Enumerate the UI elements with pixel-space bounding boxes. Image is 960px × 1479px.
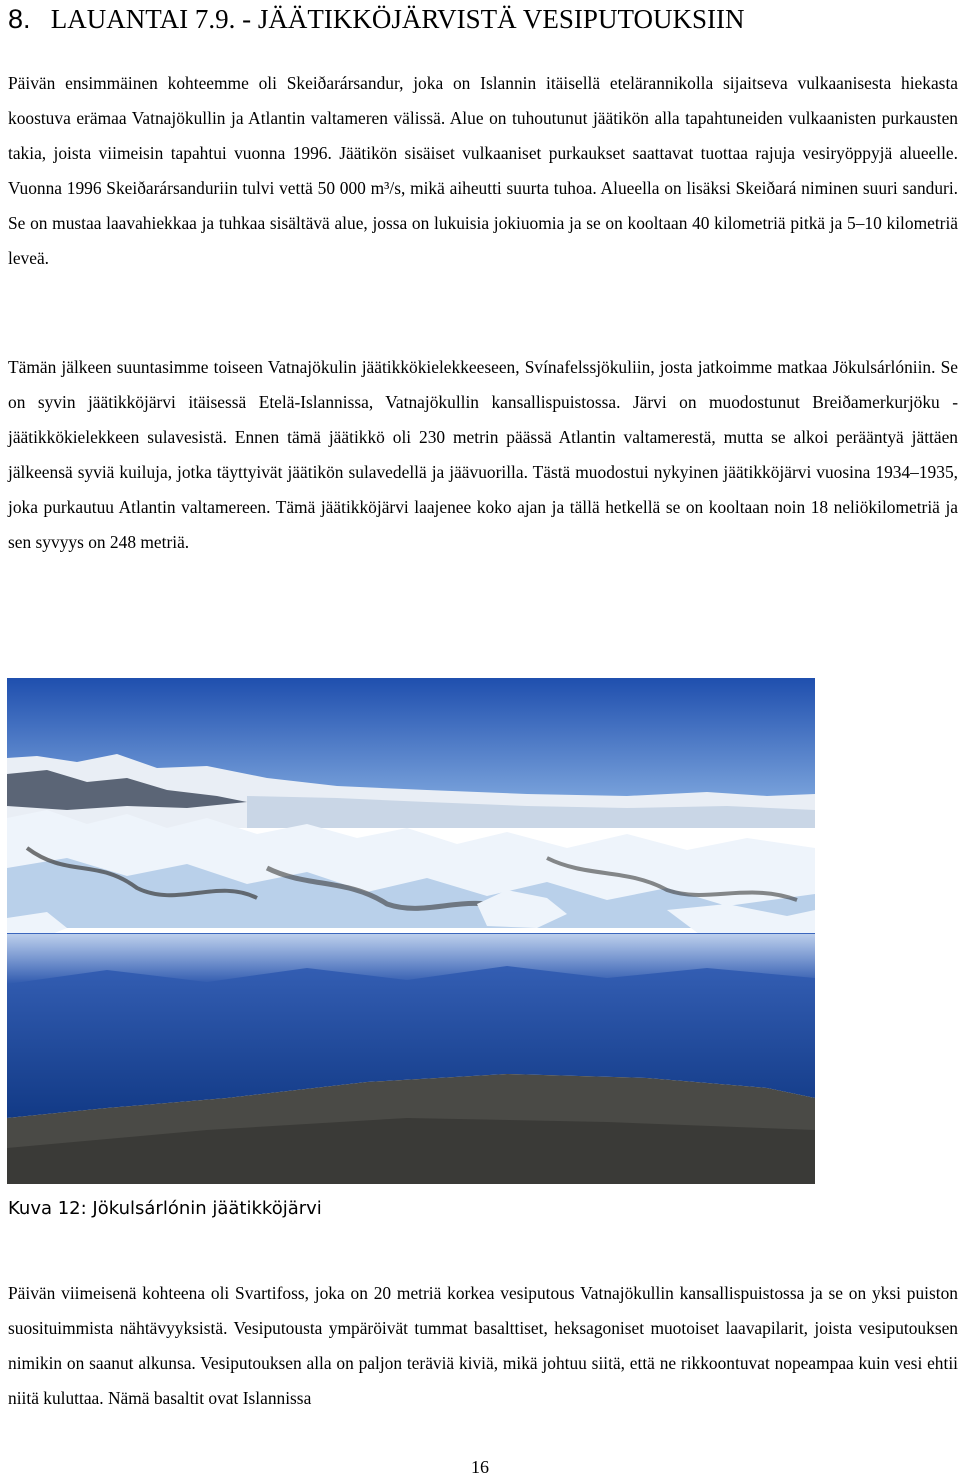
section-number: 8. [8,4,31,34]
section-heading [8,6,744,32]
glacier-lagoon-photo [7,678,815,1184]
figure-caption: Kuva 12: Jökulsárlónin jäätikköjärvi [8,1198,322,1219]
paragraph-jokulsarlon: Tämän jälkeen suuntasimme toiseen Vatnajökulin jäätikkökielekkeeseen, Svínafelssjökuliin, josta jatkoimme matkaa Jökulsárlóniin. Se on syvin jäätikköjärvi itäisessä Etelä-Islannissa, Vatnajökullin kansallispuistossa. Järvi on muodostunut Breiðamerkurjöku -jäätikkökielekkeen sulavesistä. Ennen tämä jäätikkö oli 230 metrin päässä Atlantin valtamerestä, mutta se alkoi perääntyä jättäen jälkeensä syviä kuiluja, jotka täyttyivät jäätikön sulavedellä ja jäävuorilla. Tästä muodostui nykyinen jäätikköjärvi vuosina 1934–1935, joka purkautuu Atlantin valtamereen. Tämä jäätikköjärvi laajenee koko ajan ja tällä hetkellä se on kooltaan noin 18 neliökilometriä ja sen syvyys on 248 metriä. [8,357,958,552]
paragraph-svartifoss: Päivän viimeisenä kohteena oli Svartifoss, joka on 20 metriä korkea vesiputous Vatnajökullin kansallispuistossa ja se on yksi puiston suosituimmista nähtävyyksistä. Vesiputousta ympäröivät tummat basalttiset, heksagoniset muotoiset laavapilarit, joista vesiputouksen nimikin on saanut alkunsa. Vesiputouksen alla on paljon teräviä kiviä, mikä johtuu siitä, että ne rikkoontuvat nopeampaa kuin vesi ehtii niitä kuluttaa. Nämä basaltit ovat Islannissa [8,1283,958,1408]
page-number: 16 [471,1457,489,1477]
paragraph-skeidararsandur: Päivän ensimmäinen kohteemme oli Skeiðarársandur, joka on Islannin itäisellä etelärannikolla sijaitseva vulkaanisesta hiekasta koostuva erämaa Vatnajökullin ja Atlantin valtameren välissä. Alue on tuhoutunut jäätikön alla tapahtuneiden vulkaanisten purkausten takia, joista viimeisin tapahtui vuonna 1996. Jäätikön sisäiset vulkaaniset purkaukset saattavat tuottaa rajuja vesiryöppyjä alueelle. Vuonna 1996 Skeiðarársanduriin tulvi vettä 50 000 m³/s, mikä aiheutti suurta tuhoa. Alueella on lisäksi Skeiðará niminen suuri sanduri. Se on mustaa laavahiekkaa ja tuhkaa sisältävä alue, jossa on lukuisia jokiuomia ja se on kooltaan 40 kilometriä pitkä ja 5–10 kilometriä leveä. [8,73,958,268]
section-title: LAUANTAI 7.9. - JÄÄTIKKÖJÄRVISTÄ VESIPUTOUKSIIN [50,4,745,34]
figure-photo-glacier-lagoon [7,678,815,1184]
